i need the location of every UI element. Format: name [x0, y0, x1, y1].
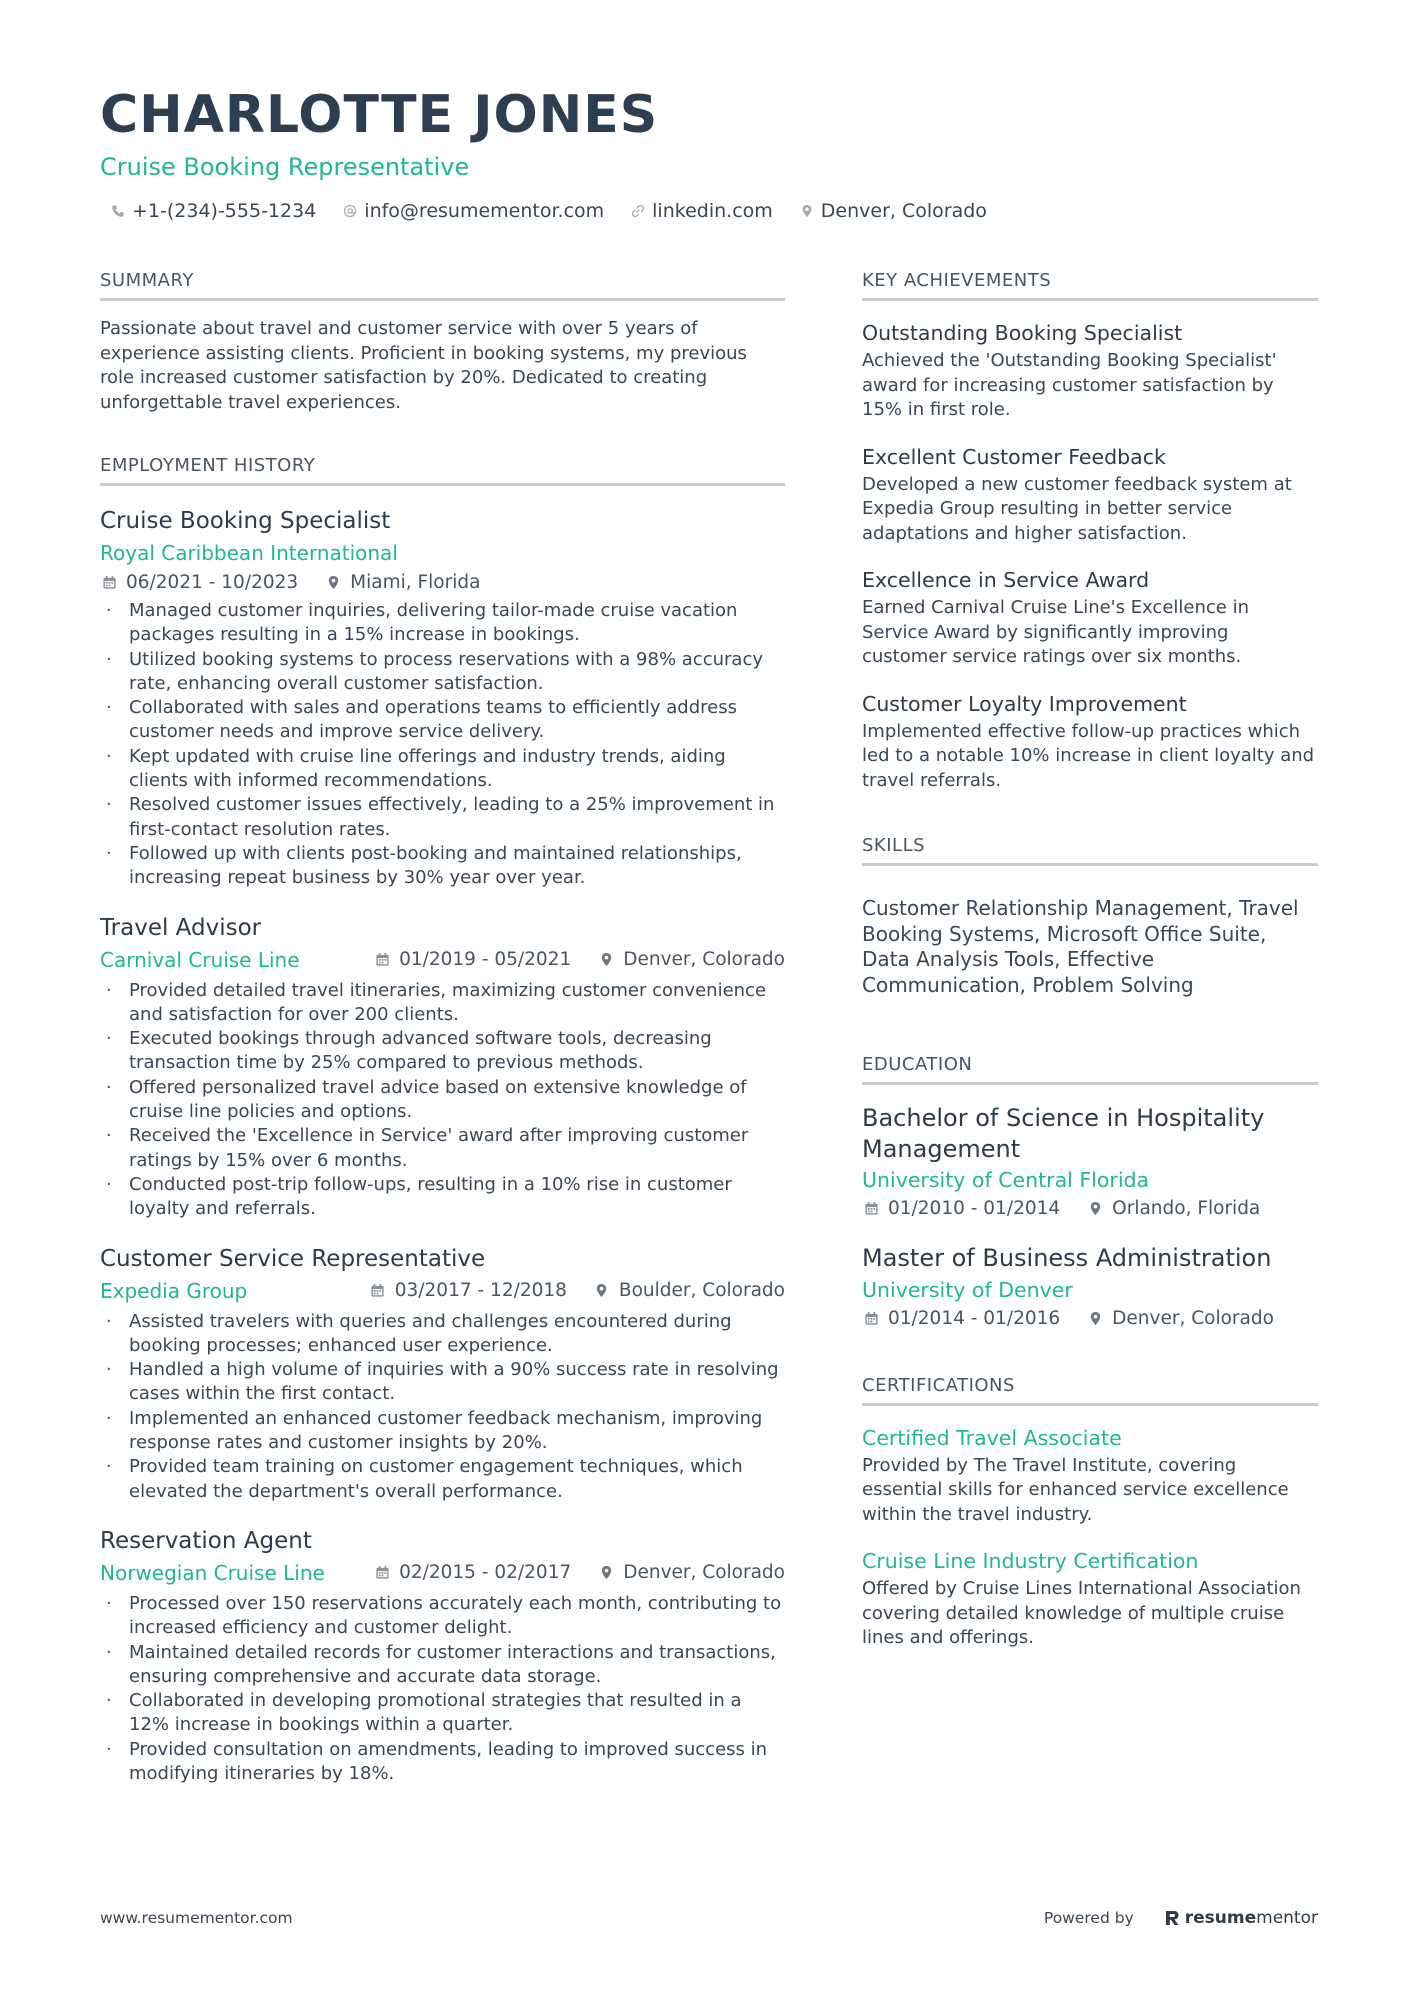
certifications-heading: CERTIFICATIONS	[862, 1375, 1318, 1406]
job-bullet: · Conducted post-trip follow-ups, resulting in a 10% rise in customer loyalty and referrals.	[100, 1173, 785, 1222]
job-company-row	[100, 1278, 785, 1304]
phone-icon	[110, 203, 126, 219]
job-dates-text: 02/2015 - 02/2017	[399, 1562, 572, 1584]
job-company: Royal Caribbean International	[100, 541, 398, 565]
education-school: University of Central Florida	[862, 1168, 1150, 1192]
calendar-icon	[373, 951, 391, 969]
job-company: Expedia Group	[100, 1278, 248, 1303]
brand-name-light: mentor	[1256, 1908, 1318, 1928]
contact-bar	[100, 200, 1320, 222]
job-bullet: · Followed up with clients post-booking and maintained relationships, increasing repeat business by 30% year over year.	[100, 842, 785, 891]
job-dates	[369, 1280, 567, 1301]
resumementor-logo-icon	[1164, 1909, 1180, 1927]
contact-location-text: Denver, Colorado	[820, 200, 987, 222]
at-sign-icon	[342, 203, 358, 219]
job-title: Cruise Booking Specialist	[100, 508, 391, 534]
job-bullet: · Utilized booking systems to process reservations with a 98% accuracy rate, enhancing overall customer satisfaction.	[100, 648, 785, 697]
job-entry	[100, 913, 785, 1222]
achievement-title: Excellence in Service Award	[862, 568, 1150, 592]
job-company: Norwegian Cruise Line	[100, 1560, 325, 1585]
education-location	[1086, 1198, 1260, 1219]
education-dates-text: 01/2010 - 01/2014	[888, 1198, 1061, 1219]
education-heading: EDUCATION	[862, 1054, 1318, 1085]
job-title: Customer Service Representative	[100, 1245, 486, 1272]
achievement-desc: Implemented effective follow-up practices which led to a notable 10% increase in client loyalty and travel referrals.	[862, 720, 1315, 791]
candidate-name: CHARLOTTE JONES	[100, 85, 659, 145]
job-location	[593, 1280, 785, 1301]
employment-heading: EMPLOYMENT HISTORY	[100, 455, 785, 486]
job-bullet: · Collaborated with sales and operations teams to efficiently address customer needs and improve service delivery.	[100, 696, 785, 745]
achievement-item	[862, 443, 1318, 547]
job-location	[597, 1562, 785, 1583]
job-location	[324, 572, 480, 593]
job-bullet: · Provided consultation on amendments, leading to improved success in modifying itineraries by 18%.	[100, 1738, 785, 1787]
map-pin-icon	[799, 203, 815, 219]
job-bullet: · Implemented an enhanced customer feedback mechanism, improving response rates and customer insights by 20%.	[100, 1407, 785, 1456]
education-meta	[862, 1198, 1318, 1219]
job-dates	[373, 949, 571, 970]
job-bullet: · Provided detailed travel itineraries, maximizing customer convenience and satisfaction for over 200 clients.	[100, 979, 785, 1028]
contact-linkedin[interactable]	[630, 200, 773, 222]
job-location-text: Denver, Colorado	[623, 949, 785, 971]
job-bullet: · Collaborated in developing promotional strategies that resulted in a 12% increase in bookings within a quarter.	[100, 1689, 785, 1738]
job-location	[597, 949, 785, 970]
contact-linkedin-text: linkedin.com	[652, 200, 773, 222]
achievement-title: Customer Loyalty Improvement	[862, 691, 1187, 716]
education-section	[862, 1054, 1318, 1329]
job-bullets	[100, 599, 785, 891]
job-meta	[369, 1280, 785, 1301]
certification-item	[862, 1424, 1318, 1528]
job-location-text: Boulder, Colorado	[618, 1280, 785, 1302]
job-entry	[100, 1244, 785, 1504]
page-footer	[100, 1908, 1318, 1928]
contact-email[interactable]	[342, 200, 604, 222]
job-dates-text: 03/2017 - 12/2018	[394, 1280, 567, 1302]
job-bullet: · Provided team training on customer engagement techniques, which elevated the department's overall performance.	[100, 1455, 785, 1504]
contact-phone	[110, 200, 316, 222]
education-dates	[862, 1308, 1060, 1329]
job-location-text: Miami, Florida	[350, 572, 481, 593]
job-dates-text: 01/2019 - 05/2021	[399, 949, 572, 971]
summary-section	[100, 270, 785, 415]
contact-email-text: info@resumementor.com	[364, 200, 605, 222]
candidate-role: Cruise Booking Representative	[100, 153, 470, 181]
achievement-desc: Achieved the 'Outstanding Booking Specialist' award for increasing customer satisfaction by 15% in first role.	[862, 350, 1277, 420]
job-bullets	[100, 1310, 785, 1504]
achievement-item	[862, 319, 1318, 423]
skills-text: Customer Relationship Management, Travel Booking Systems, Microsoft Office Suite, Data Analysis Tools, Effective Communication, Problem Solving	[862, 896, 1299, 997]
education-location	[1086, 1308, 1274, 1329]
education-location-text: Orlando, Florida	[1112, 1198, 1261, 1219]
achievement-item	[862, 690, 1318, 794]
achievements-heading: KEY ACHIEVEMENTS	[862, 270, 1318, 301]
calendar-icon	[862, 1200, 880, 1218]
map-pin-icon	[1086, 1309, 1104, 1327]
job-bullet: · Managed customer inquiries, delivering tailor-made cruise vacation packages resulting in a 15% increase in bookings.	[100, 599, 785, 648]
education-school: University of Denver	[862, 1277, 1073, 1302]
education-degree: Master of Business Administration	[862, 1244, 1272, 1272]
map-pin-icon	[593, 1282, 611, 1300]
job-bullets	[100, 979, 785, 1222]
contact-phone-text: +1-(234)-555-1234	[132, 200, 317, 222]
job-entry	[100, 506, 785, 891]
map-pin-icon	[597, 1564, 615, 1582]
calendar-icon	[862, 1309, 880, 1327]
job-bullets	[100, 1592, 785, 1786]
skills-heading: SKILLS	[862, 835, 1318, 866]
job-dates-text: 06/2021 - 10/2023	[126, 572, 299, 593]
achievement-desc: Developed a new customer feedback system at Expedia Group resulting in better service adaptations and higher satisfaction.	[862, 473, 1292, 544]
brand-name-bold: resume	[1184, 1908, 1257, 1928]
right-column	[862, 270, 1318, 1685]
footer-website-link[interactable]: www.resumementor.com	[100, 1909, 293, 1927]
job-dates	[100, 572, 298, 593]
skills-section	[862, 835, 1318, 998]
summary-heading: SUMMARY	[100, 270, 785, 301]
employment-section	[100, 455, 785, 1786]
left-column	[100, 270, 785, 1820]
map-pin-icon	[597, 951, 615, 969]
job-company-row	[100, 1560, 785, 1586]
contact-location	[799, 200, 987, 222]
job-entry	[100, 1526, 785, 1786]
job-meta	[373, 949, 785, 970]
footer-brand	[1044, 1908, 1318, 1928]
certification-title: Certified Travel Associate	[862, 1425, 1122, 1450]
link-icon	[630, 203, 646, 219]
map-pin-icon	[1086, 1200, 1104, 1218]
job-dates	[373, 1562, 571, 1583]
job-meta	[373, 1562, 785, 1583]
certification-desc: Provided by The Travel Institute, covering essential skills for enhanced service excellence within the travel industry.	[862, 1454, 1289, 1525]
achievement-title: Excellent Customer Feedback	[862, 444, 1166, 469]
calendar-icon	[100, 574, 118, 592]
resume-header	[100, 82, 1320, 222]
job-bullet: · Processed over 150 reservations accurately each month, contributing to increased efficiency and customer delight.	[100, 1592, 785, 1641]
job-bullet: · Resolved customer issues effectively, leading to a 25% improvement in first-contact resolution rates.	[100, 793, 785, 842]
job-title: Travel Advisor	[100, 914, 262, 941]
certifications-section	[862, 1375, 1318, 1651]
job-bullet: · Offered personalized travel advice based on extensive knowledge of cruise line policies and options.	[100, 1076, 785, 1125]
education-dates	[862, 1198, 1060, 1219]
job-title: Reservation Agent	[100, 1527, 312, 1554]
resumementor-logo[interactable]	[1164, 1908, 1318, 1928]
certification-item	[862, 1547, 1318, 1651]
job-bullet: · Maintained detailed records for customer interactions and transactions, ensuring comprehensive and accurate data storage.	[100, 1641, 785, 1690]
education-item	[862, 1243, 1318, 1329]
achievement-item	[862, 566, 1318, 670]
job-location-text: Denver, Colorado	[623, 1562, 785, 1584]
education-degree: Bachelor of Science in Hospitality Management	[862, 1104, 1265, 1163]
calendar-icon	[373, 1564, 391, 1582]
job-bullet: · Handled a high volume of inquiries with a 90% success rate in resolving cases within the first contact.	[100, 1358, 785, 1407]
certification-desc: Offered by Cruise Lines International Association covering detailed knowledge of multiple cruise lines and offerings.	[862, 1578, 1301, 1648]
education-meta	[862, 1308, 1318, 1329]
certification-title: Cruise Line Industry Certification	[862, 1549, 1199, 1573]
job-meta	[100, 572, 785, 593]
achievements-section	[862, 270, 1318, 793]
job-bullet: · Kept updated with cruise line offerings and industry trends, aiding clients with informed recommendations.	[100, 745, 785, 794]
job-company: Carnival Cruise Line	[100, 947, 300, 972]
education-location-text: Denver, Colorado	[1112, 1307, 1274, 1329]
achievement-desc: Earned Carnival Cruise Line's Excellence in Service Award by significantly improving customer service ratings over six months.	[862, 597, 1249, 667]
education-dates-text: 01/2014 - 01/2016	[888, 1307, 1061, 1329]
calendar-icon	[369, 1282, 387, 1300]
job-bullet: · Received the 'Excellence in Service' award after improving customer ratings by 15% over 6 months.	[100, 1124, 785, 1173]
powered-by-label: Powered by	[1043, 1909, 1134, 1927]
achievement-title: Outstanding Booking Specialist	[862, 321, 1183, 345]
education-item	[862, 1103, 1318, 1219]
summary-text: Passionate about travel and customer service with over 5 years of experience assisting clients. Proficient in booking systems, my previous role increased customer satisfaction by 20%. Dedicated to creating unforgettable travel experiences.	[100, 318, 747, 413]
job-bullet: · Executed bookings through advanced software tools, decreasing transaction time by 25% compared to previous methods.	[100, 1027, 785, 1076]
job-bullet: · Assisted travelers with queries and challenges encountered during booking processes; enhanced user experience.	[100, 1310, 785, 1359]
job-company-row	[100, 947, 785, 973]
map-pin-icon	[324, 574, 342, 592]
